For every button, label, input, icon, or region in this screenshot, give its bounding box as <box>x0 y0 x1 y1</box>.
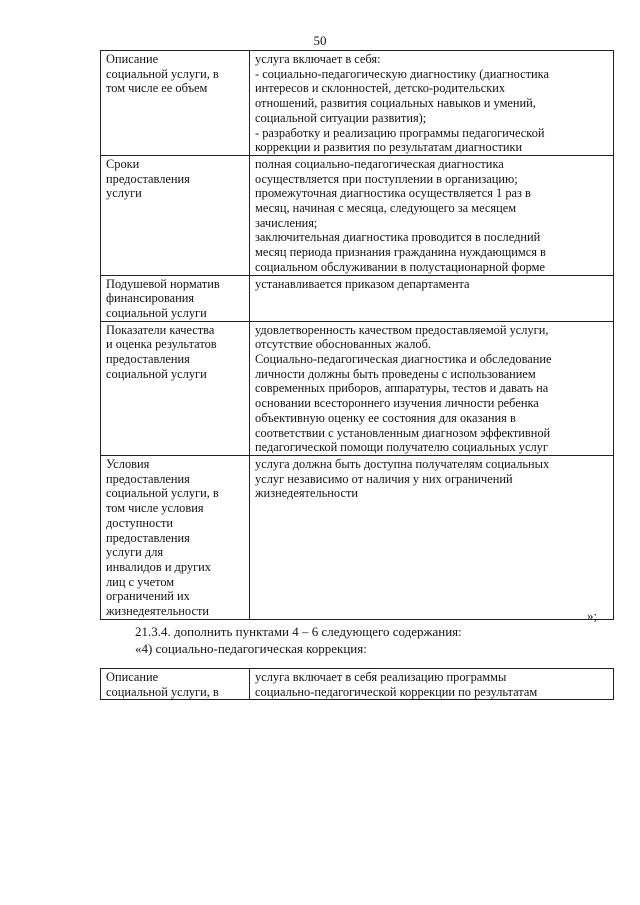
table-row <box>101 155 614 275</box>
row-label-cell <box>101 455 250 619</box>
row-label-cell <box>101 321 250 455</box>
row-label-line: социальной услуги, в <box>106 684 219 699</box>
row-label-line: услуги для <box>106 545 164 560</box>
row-content-line: промежуточная диагностика осуществляется 1 раз в <box>255 186 531 201</box>
row-content-line: месяц периода признания гражданина нуждающимся в <box>255 245 546 260</box>
row-label-cell <box>101 51 250 156</box>
row-label-line: жизнедеятельности <box>106 604 209 619</box>
row-label-line: предоставления <box>106 471 190 486</box>
service-table <box>100 50 614 620</box>
row-label-line: ограничений их <box>106 589 190 604</box>
row-content-cell <box>250 455 614 619</box>
row-content-cell <box>250 275 614 321</box>
correction-service-table <box>100 668 614 700</box>
row-label-line: социальной услуги, в <box>106 66 219 81</box>
row-content-line: педагогической помощи получателю социальных услуг <box>255 440 548 455</box>
row-label-line: социальной услуги <box>106 366 207 381</box>
row-content-line: интересов и склонностей, детско-родительских <box>255 81 506 96</box>
row-label-line: Описание <box>106 670 159 684</box>
row-content-line: социальной ситуации развития); <box>255 110 427 125</box>
row-label-line: Подушевой норматив <box>106 276 220 291</box>
row-content-cell <box>250 155 614 275</box>
row-label-line: и оценка результатов <box>106 337 217 352</box>
row-label-line: лиц с учетом <box>106 574 175 589</box>
row-label-line: доступности <box>106 515 174 530</box>
row-content-line: осуществляется при поступлении в организацию; <box>255 171 518 186</box>
row-content-line: - социально-педагогическую диагностику (диагностика <box>255 66 549 81</box>
row-content-line: услуга включает в себя реализацию программы <box>255 670 507 684</box>
row-content-line: отношений, развития социальных навыков и умений, <box>255 96 536 111</box>
amendment-clause: 21.3.4. дополнить пунктами 4 – 6 следующего содержания: <box>135 624 462 639</box>
row-content-line: зачисления; <box>255 215 318 230</box>
row-content-line: месяц, начиная с месяца, следующего за месяцем <box>255 201 517 216</box>
amendment-subheading: «4) социально-педагогическая коррекция: <box>135 641 367 656</box>
table-row <box>101 669 614 700</box>
row-content-line: соответствии с установленным диагнозом эффективной <box>255 425 551 440</box>
table-row <box>101 455 614 619</box>
row-label-line: инвалидов и других <box>106 559 211 574</box>
row-label-cell <box>101 155 250 275</box>
row-label-line: том числе ее объем <box>106 81 208 96</box>
row-content-cell <box>250 321 614 455</box>
row-label-line: Описание <box>106 52 159 66</box>
row-label-line: социальной услуги, в <box>106 486 219 501</box>
row-content-line: заключительная диагностика проводится в последний <box>255 230 541 245</box>
row-label-line: Показатели качества <box>106 322 215 337</box>
table-row <box>101 51 614 156</box>
row-label-line: предоставления <box>106 352 190 367</box>
row-content-line: жизнедеятельности <box>255 486 358 501</box>
row-content-line: современных приборов, аппаратуры, тестов и давать на <box>255 381 549 396</box>
row-content-line: социальном обслуживании в полустационарной форме <box>255 259 545 274</box>
row-label-cell <box>101 275 250 321</box>
row-content-line: отсутствие обоснованных жалоб. <box>255 337 432 352</box>
row-content-line: устанавливается приказом департамента <box>255 276 470 291</box>
row-label-line: Условия <box>106 456 150 471</box>
row-content-line: социально-педагогической коррекции по результатам <box>255 684 538 699</box>
row-content-line: - разработку и реализацию программы педагогической <box>255 125 545 140</box>
row-content-line: основании всестороннего изучения личности ребенка <box>255 396 539 411</box>
closing-quote-mark: »; <box>587 608 598 623</box>
table-row <box>101 275 614 321</box>
row-content-line: полная социально-педагогическая диагностика <box>255 156 504 171</box>
row-content-line: удовлетворенность качеством предоставляемой услуги, <box>255 322 549 337</box>
row-content-line: объективную оценку ее состояния для оказания в <box>255 410 516 425</box>
row-label-line: Сроки <box>106 156 140 171</box>
row-label-line: финансирования <box>106 291 195 306</box>
row-content-line: услуга включает в себя: <box>255 52 381 66</box>
row-label-line: том числе условия <box>106 501 204 516</box>
row-label-line: предоставления <box>106 171 190 186</box>
row-content-line: услуга должна быть доступна получателям социальных <box>255 456 550 471</box>
row-label-line: услуги <box>106 186 142 201</box>
row-label-line: предоставления <box>106 530 190 545</box>
page-number: 50 <box>313 33 327 48</box>
row-content-line: Социально-педагогическая диагностика и обследование <box>255 352 552 367</box>
row-content-cell <box>250 669 614 700</box>
row-content-cell <box>250 51 614 156</box>
row-content-line: услуг независимо от наличия у них ограничений <box>255 471 513 486</box>
row-content-line: личности должны быть проведены с использованием <box>255 366 536 381</box>
row-label-cell <box>101 669 250 700</box>
table-row <box>101 321 614 455</box>
row-label-line: социальной услуги <box>106 305 207 320</box>
row-content-line: коррекции и развития по результатам диагностики <box>255 140 523 155</box>
